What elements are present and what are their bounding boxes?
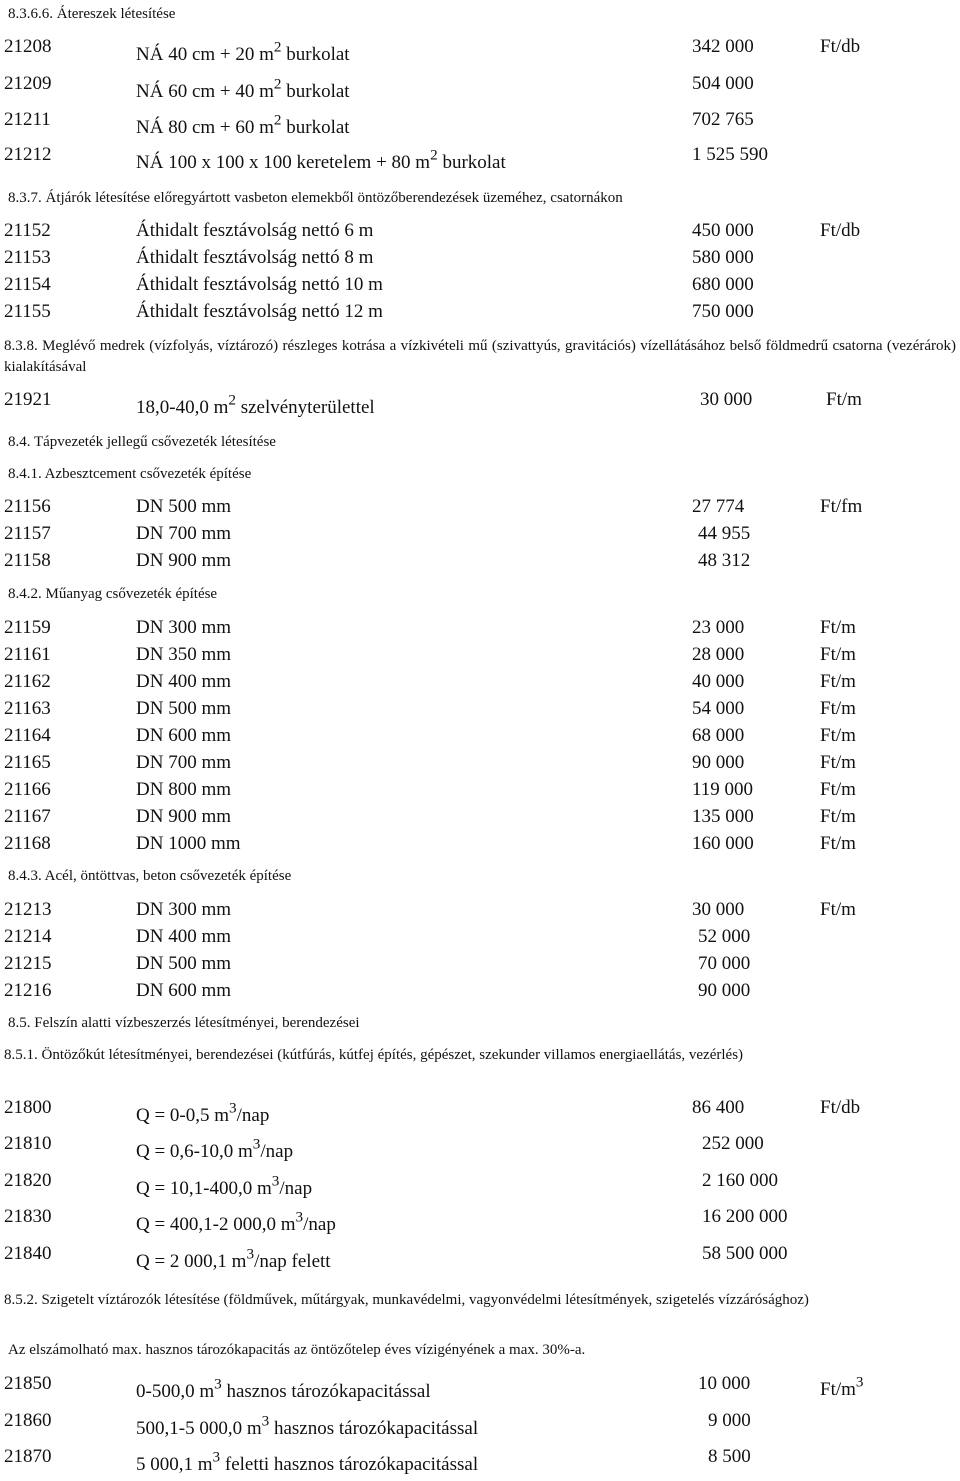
item-code: 21840 — [4, 1243, 52, 1264]
item-price: 2 160 000 — [702, 1170, 778, 1191]
item-description: NÁ 80 cm + 60 $m^2$ burkolat — [136, 111, 350, 138]
item-code: 21921 — [4, 389, 52, 410]
item-unit: Ft/m — [820, 725, 856, 746]
item-code: 21168 — [4, 833, 51, 854]
item-price: 30 000 — [692, 899, 745, 920]
table-row — [0, 144, 960, 171]
item-unit: Ft/m — [820, 833, 856, 854]
item-code: 21153 — [4, 247, 51, 268]
item-description: Áthidalt fesztávolság nettó 8 m — [136, 247, 374, 268]
item-price: 135 000 — [692, 806, 754, 827]
item-code: 21830 — [4, 1206, 52, 1227]
item-code: 21159 — [4, 617, 51, 638]
item-code: 21870 — [4, 1446, 52, 1467]
item-description: DN 800 mm — [136, 779, 231, 800]
item-description: DN 700 mm — [136, 523, 231, 544]
table-row — [0, 1206, 960, 1233]
item-price: 70 000 — [698, 953, 751, 974]
item-code: 21162 — [4, 671, 51, 692]
item-description: NÁ 100 x 100 x 100 keretelem + 80 $m^2$ burkolat — [136, 146, 506, 173]
item-price: 48 312 — [698, 550, 751, 571]
section-heading: 8.5.1. Öntözőkút létesítményei, berendezései (kútfúrás, kútfej építés, gépészet, szekunder villamos energiaellátás, vezérlés) — [4, 1047, 744, 1063]
item-code: 21850 — [4, 1373, 52, 1394]
table-row — [0, 73, 960, 100]
item-unit: Ft/m — [820, 671, 856, 692]
table-row — [0, 301, 960, 328]
table-row — [0, 698, 960, 725]
item-unit: Ft/m — [820, 698, 856, 719]
item-unit: Ft/db — [820, 36, 861, 57]
table-row — [0, 833, 960, 860]
item-code: 21163 — [4, 698, 51, 719]
item-description: DN 600 mm — [136, 725, 231, 746]
table-row — [0, 953, 960, 980]
item-description: Q = 2 000,1 $m^3$/nap felett — [136, 1245, 331, 1272]
table-row — [0, 109, 960, 136]
table-row — [0, 644, 960, 671]
table-row — [0, 389, 960, 416]
item-description: DN 500 mm — [136, 698, 231, 719]
item-description: DN 400 mm — [136, 926, 231, 947]
item-description: NÁ 40 cm + 20 $m^2$ burkolat — [136, 38, 350, 65]
item-price: 54 000 — [692, 698, 745, 719]
item-price: 30 000 — [700, 389, 753, 410]
table-row — [0, 247, 960, 274]
item-price: 9 000 — [708, 1410, 751, 1431]
item-price: 16 200 000 — [702, 1206, 788, 1227]
item-description: DN 600 mm — [136, 980, 231, 1001]
item-code: 21215 — [4, 953, 52, 974]
item-description: 18,0-40,0 $m^2$ szelvényterülettel — [136, 391, 375, 418]
table-row — [0, 779, 960, 806]
item-code: 21156 — [4, 496, 51, 517]
item-unit: Ft/m — [820, 752, 856, 773]
item-price: 68 000 — [692, 725, 745, 746]
table-row — [0, 523, 960, 550]
item-code: 21167 — [4, 806, 51, 827]
item-description: Q = 0-0,5 $m^3$/nap — [136, 1099, 270, 1126]
item-unit: Ft/m — [820, 617, 856, 638]
table-row — [0, 1373, 960, 1400]
item-price: 160 000 — [692, 833, 754, 854]
table-row — [0, 36, 960, 63]
item-description: DN 400 mm — [136, 671, 231, 692]
item-description: DN 900 mm — [136, 806, 231, 827]
item-unit: Ft/m — [826, 389, 862, 410]
item-price: 90 000 — [692, 752, 745, 773]
item-unit: Ft/m — [820, 806, 856, 827]
item-price: 1 525 590 — [692, 144, 768, 165]
table-row — [0, 671, 960, 698]
item-unit: Ft/m — [820, 644, 856, 665]
item-description: Áthidalt fesztávolság nettó 12 m — [136, 301, 383, 322]
table-row — [0, 1446, 960, 1473]
item-description: DN 350 mm — [136, 644, 231, 665]
item-price: 8 500 — [708, 1446, 751, 1467]
item-unit: Ft/m — [820, 779, 856, 800]
table-row — [0, 926, 960, 953]
table-row — [0, 899, 960, 926]
item-price: 580 000 — [692, 247, 754, 268]
item-price: 10 000 — [698, 1373, 751, 1394]
table-row — [0, 1097, 960, 1124]
item-unit: Ft/fm — [820, 496, 863, 517]
item-description: 5 000,1 $m^3$ feletti hasznos tározókapacitással — [136, 1448, 479, 1475]
item-code: 21213 — [4, 899, 52, 920]
item-description: Áthidalt fesztávolság nettó 6 m — [136, 220, 374, 241]
item-price: 23 000 — [692, 617, 745, 638]
item-description: 500,1-5 000,0 $m^3$ hasznos tározókapacitással — [136, 1412, 479, 1439]
item-unit: $Ft/m^3$ — [820, 1373, 864, 1400]
table-row — [0, 1170, 960, 1197]
item-code: 21154 — [4, 274, 51, 295]
item-code: 21164 — [4, 725, 51, 746]
item-code: 21212 — [4, 144, 52, 165]
item-price: 450 000 — [692, 220, 754, 241]
table-row — [0, 806, 960, 833]
item-price: 680 000 — [692, 274, 754, 295]
item-description: DN 300 mm — [136, 899, 231, 920]
table-row — [0, 617, 960, 644]
item-code: 21214 — [4, 926, 52, 947]
table-row — [0, 1243, 960, 1270]
item-price: 750 000 — [692, 301, 754, 322]
item-description: Áthidalt fesztávolság nettó 10 m — [136, 274, 383, 295]
table-row — [0, 550, 960, 577]
item-description: DN 500 mm — [136, 496, 231, 517]
item-code: 21810 — [4, 1133, 52, 1154]
item-price: 52 000 — [698, 926, 751, 947]
item-code: 21155 — [4, 301, 51, 322]
table-row — [0, 274, 960, 301]
item-code: 21211 — [4, 109, 51, 130]
table-row — [0, 1133, 960, 1160]
item-price: 702 765 — [692, 109, 754, 130]
item-code: 21216 — [4, 980, 52, 1001]
item-code: 21209 — [4, 73, 52, 94]
section-heading: 8.5. Felszín alatti vízbeszerzés létesítményei, berendezései — [8, 1015, 360, 1031]
item-unit: Ft/m — [820, 899, 856, 920]
item-unit: Ft/db — [820, 220, 861, 241]
table-row — [0, 980, 960, 1007]
item-code: 21208 — [4, 36, 52, 57]
section-heading: 8.4.2. Műanyag csővezeték építése — [8, 586, 218, 602]
table-row — [0, 752, 960, 779]
item-code: 21860 — [4, 1410, 52, 1431]
table-row — [0, 725, 960, 752]
item-description: DN 1000 mm — [136, 833, 241, 854]
item-code: 21161 — [4, 644, 51, 665]
item-price: 90 000 — [698, 980, 751, 1001]
item-code: 21800 — [4, 1097, 52, 1118]
item-price: 27 774 — [692, 496, 745, 517]
item-description: DN 900 mm — [136, 550, 231, 571]
section-heading: 8.4. Tápvezeték jellegű csővezeték létesítése — [8, 434, 276, 450]
section-heading: 8.3.7. Átjárók létesítése előregyártott vasbeton elemekből öntözőberendezések üzeméhez, csatornákon — [8, 190, 623, 206]
item-description: DN 700 mm — [136, 752, 231, 773]
table-row — [0, 496, 960, 523]
section-heading: 8.3.6.6. Átereszek létesítése — [8, 6, 176, 22]
section-heading: 8.5.2. Szigetelt víztározók létesítése (földművek, műtárgyak, munkavédelmi, vagyonvédelmi létesítmények, szigetelés vízzárósághoz) — [4, 1292, 809, 1308]
item-code: 21166 — [4, 779, 51, 800]
item-price: 119 000 — [692, 779, 754, 800]
item-code: 21152 — [4, 220, 51, 241]
item-price: 342 000 — [692, 36, 754, 57]
item-code: 21820 — [4, 1170, 52, 1191]
item-price: 504 000 — [692, 73, 754, 94]
table-row — [0, 1410, 960, 1437]
section-heading: 8.4.1. Azbesztcement csővezeték építése — [8, 466, 252, 482]
item-price: 40 000 — [692, 671, 745, 692]
item-price: 86 400 — [692, 1097, 745, 1118]
item-description: Q = 10,1-400,0 $m^3$/nap — [136, 1172, 313, 1199]
item-price: 44 955 — [698, 523, 751, 544]
item-price: 252 000 — [702, 1133, 764, 1154]
item-price: 28 000 — [692, 644, 745, 665]
item-description: DN 300 mm — [136, 617, 231, 638]
item-description: Q = 400,1-2 000,0 $m^3$/nap — [136, 1208, 336, 1235]
item-description: DN 500 mm — [136, 953, 231, 974]
note-text: Az elszámolható max. hasznos tározókapacitás az öntözőtelep éves vízigényének a max. 30%-a. — [8, 1342, 586, 1358]
item-description: 0-500,0 $m^3$ hasznos tározókapacitással — [136, 1375, 431, 1402]
item-price: 58 500 000 — [702, 1243, 788, 1264]
item-code: 21157 — [4, 523, 51, 544]
table-row — [0, 220, 960, 247]
item-description: NÁ 60 cm + 40 $m^2$ burkolat — [136, 75, 350, 102]
item-code: 21165 — [4, 752, 51, 773]
section-heading: 8.4.3. Acél, öntöttvas, beton csővezeték építése — [8, 868, 292, 884]
item-unit: Ft/db — [820, 1097, 861, 1118]
section-heading: 8.3.8. Meglévő medrek (vízfolyás, víztározó) részleges kotrása a vízkivételi mű (szivattyús, gravitációs) vízellátásához belső földmedrű csatorna (vezérárok) kialakításával — [4, 338, 956, 375]
item-description: Q = 0,6-10,0 $m^3$/nap — [136, 1135, 294, 1162]
item-code: 21158 — [4, 550, 51, 571]
